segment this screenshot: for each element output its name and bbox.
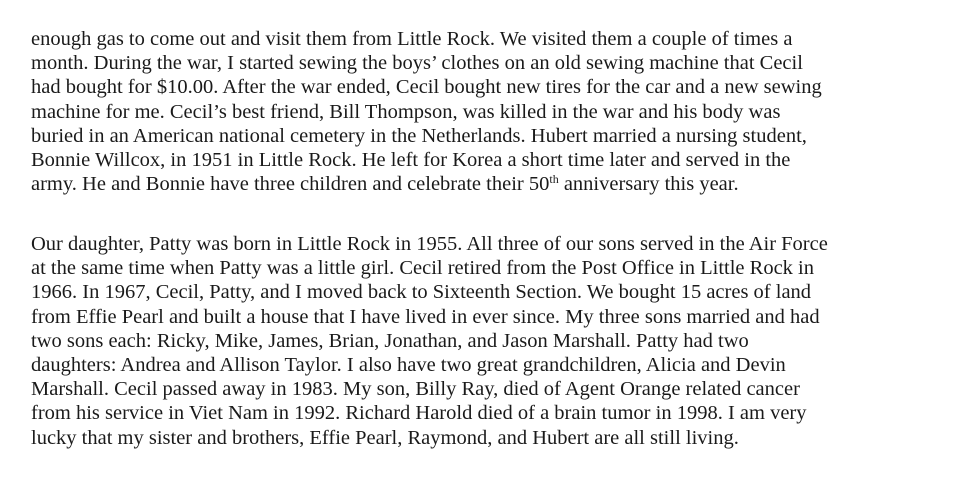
text-line: machine for me. Cecil’s best friend, Bill Thompson, was killed in the war and his body was: [31, 100, 781, 123]
text-line: two sons each: Ricky, Mike, James, Brian, Jonathan, and Jason Marshall. Patty had two: [31, 329, 749, 352]
paragraph-2: [31, 232, 828, 450]
text-line: Our daughter, Patty was born in Little Rock in 1955. All three of our sons served in the Air Force: [31, 233, 828, 255]
text-line: at the same time when Patty was a little girl. Cecil retired from the Post Office in Little Rock in: [31, 257, 814, 280]
paragraph-1: [31, 27, 822, 196]
text-line: 1966. In 1967, Cecil, Patty, and I moved back to Sixteenth Section. We bought 15 acres of land: [31, 281, 812, 304]
text-line: Marshall. Cecil passed away in 1983. My son, Billy Ray, died of Agent Orange related cancer: [31, 378, 800, 401]
text-line: had bought for $10.00. After the war ended, Cecil bought new tires for the car and a new sewing: [31, 76, 822, 99]
text-line-last: [31, 172, 822, 196]
ordinal-superscript: th: [549, 172, 559, 187]
text-segment: anniversary this year.: [558, 173, 739, 196]
text-line: Bonnie Willcox, in 1951 in Little Rock. He left for Korea a short time later and served in the: [31, 149, 791, 172]
text-line: enough gas to come out and visit them from Little Rock. We visited them a couple of times a: [31, 28, 793, 50]
text-line: month. During the war, I started sewing the boys’ clothes on an old sewing machine that Cecil: [31, 52, 803, 75]
text-line: buried in an American national cemetery in the Netherlands. Hubert married a nursing student,: [31, 124, 807, 147]
text-line: daughters: Andrea and Allison Taylor. I also have two great grandchildren, Alicia and Devin: [31, 354, 786, 377]
text-line: from Effie Pearl and built a house that I have lived in ever since. My three sons married and had: [31, 305, 820, 328]
text-segment: army. He and Bonnie have three children and celebrate their 50: [31, 173, 550, 196]
text-line: lucky that my sister and brothers, Effie Pearl, Raymond, and Hubert are all still living.: [31, 426, 739, 449]
text-line: from his service in Viet Nam in 1992. Richard Harold died of a brain tumor in 1998. I am very: [31, 402, 807, 425]
